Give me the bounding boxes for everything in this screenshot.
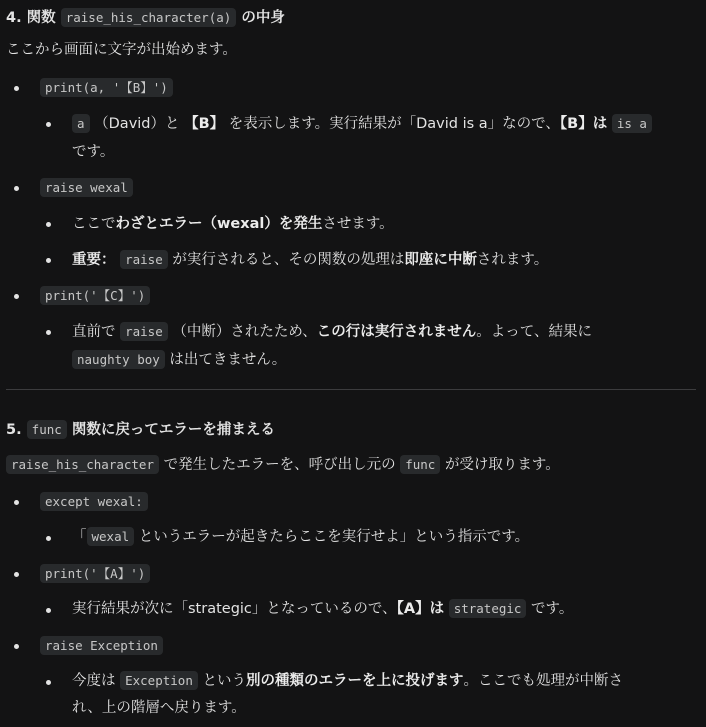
inline-code: naughty boy — [72, 350, 165, 369]
list-item — [72, 212, 394, 236]
list-item — [40, 562, 150, 586]
function-name-code: raise_his_character(a) — [61, 8, 237, 27]
text: させます。 — [322, 216, 394, 232]
text: というエラーが起きたらここを実行せよ」という指示です。 — [138, 529, 530, 545]
text: 直前で — [72, 324, 116, 340]
raise-exception-code: raise Exception — [40, 636, 163, 655]
list-item — [40, 634, 163, 658]
inline-code: Exception — [120, 671, 198, 690]
text-line: です。 — [72, 144, 115, 160]
text: されます。 — [476, 252, 549, 268]
text: 実行結果が次に「strategic」となっているので、 — [72, 601, 397, 617]
section-5-intro — [6, 453, 560, 477]
section-4-heading — [6, 6, 285, 30]
section-5-number: 5. — [6, 422, 22, 438]
list-item — [72, 525, 529, 549]
section-4-intro: ここから画面に文字が出始めます。 — [6, 42, 237, 58]
bullet-marker — [46, 122, 51, 127]
text: （中断）されたため、 — [172, 324, 317, 340]
text: という — [202, 673, 246, 689]
text: は出てきません。 — [169, 352, 287, 368]
bullet-marker — [46, 536, 51, 541]
print-b-code: print(a, '【B】') — [40, 78, 173, 97]
bullet-marker — [14, 294, 19, 299]
text: です。 — [531, 601, 574, 617]
text: （David）と — [94, 116, 180, 132]
text: が受け取ります。 — [444, 457, 560, 473]
func-code: func — [27, 420, 67, 439]
text: 。ここでも処理が中断さ — [463, 673, 623, 689]
list-item — [40, 76, 173, 100]
except-wexal-code: except wexal: — [40, 492, 148, 511]
list-item — [72, 669, 623, 693]
bullet-marker — [14, 644, 19, 649]
section-4-number: 4. 関数 — [6, 10, 56, 26]
bold-text: 即座に中断 — [404, 252, 477, 268]
inline-code: wexal — [87, 527, 135, 546]
print-c-code: print('【C】') — [40, 286, 150, 305]
bold-text: 重要： — [72, 252, 116, 268]
bullet-marker — [14, 500, 19, 505]
bullet-marker — [46, 680, 51, 685]
inline-code: raise — [120, 322, 168, 341]
bullet-marker — [14, 186, 19, 191]
bold-text: 【A】は — [396, 601, 445, 617]
text: で発生したエラーを、呼び出し元の — [163, 457, 396, 473]
list-item — [72, 248, 548, 272]
section-5-heading — [6, 418, 275, 442]
inline-code: raise_his_character — [6, 455, 159, 474]
bold-text: 【B】は — [559, 116, 608, 132]
bold-text: この行は実行されません — [316, 324, 477, 340]
list-item — [40, 284, 150, 308]
inline-code: func — [400, 455, 440, 474]
print-a-code: print('【A】') — [40, 564, 150, 583]
section-divider — [6, 389, 696, 390]
inline-code: raise — [120, 250, 168, 269]
bold-text: 【B】 — [184, 116, 225, 132]
bullet-marker — [46, 258, 51, 263]
text: を表示します。実行結果が「David is a」なので、 — [228, 116, 560, 132]
list-item — [40, 176, 133, 200]
text-line: れ、上の階層へ戻ります。 — [72, 700, 246, 716]
bullet-marker — [46, 608, 51, 613]
text: 。よって、結果に — [476, 324, 592, 340]
section-5-title-tail: 関数に戻ってエラーを捕まえる — [71, 422, 275, 438]
inline-code: is a — [612, 114, 652, 133]
bullet-marker — [46, 222, 51, 227]
list-item — [72, 320, 592, 344]
section-4-title-tail: の中身 — [241, 10, 285, 26]
list-item — [72, 597, 573, 621]
bullet-marker — [46, 330, 51, 335]
inline-code: a — [72, 114, 90, 133]
text: ここで — [72, 216, 116, 232]
bullet-marker — [14, 86, 19, 91]
bold-text: 別の種類のエラーを上に投げます — [245, 673, 464, 689]
bold-text: わざとエラー（wexal）を発生 — [115, 216, 323, 232]
inline-code: strategic — [449, 599, 527, 618]
bullet-marker — [14, 572, 19, 577]
text: 「 — [72, 529, 87, 545]
list-item — [72, 112, 652, 136]
list-item — [40, 490, 148, 514]
text: が実行されると、その関数の処理は — [172, 252, 405, 268]
raise-wexal-code: raise wexal — [40, 178, 133, 197]
text-line — [72, 348, 286, 372]
text: 今度は — [72, 673, 116, 689]
